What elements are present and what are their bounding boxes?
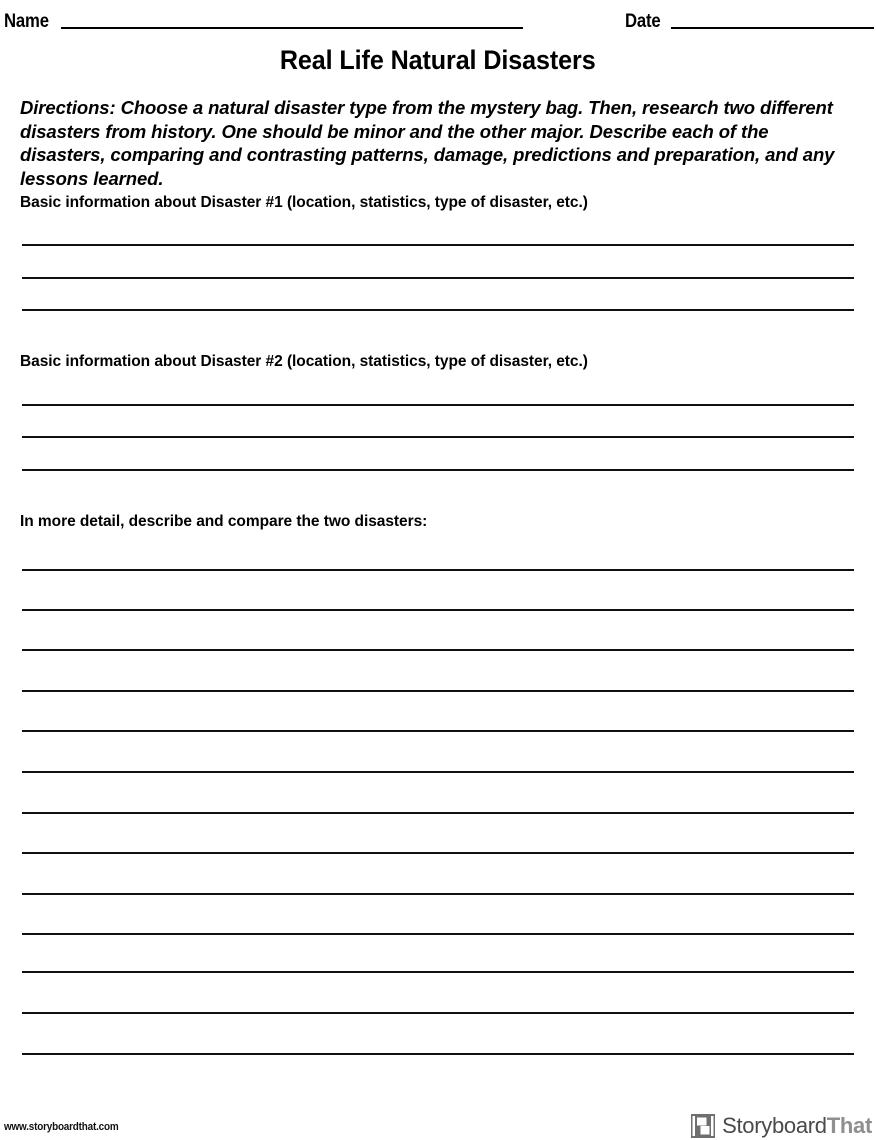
write-line[interactable]	[22, 436, 854, 438]
write-line[interactable]	[22, 933, 854, 935]
section-heading-disaster-1: Basic information about Disaster #1 (location, statistics, type of disaster, etc.)	[20, 194, 588, 211]
brand-name-secondary: That	[826, 1113, 872, 1138]
write-line[interactable]	[22, 244, 854, 246]
directions-text: Directions: Choose a natural disaster type from the mystery bag. Then, research two different disasters from history. One should be minor and the other major. Describe each of the disasters, comparing and contrasting patterns, damage, predictions and preparation, and any lessons learned.	[20, 97, 835, 189]
write-line[interactable]	[22, 277, 854, 279]
write-line[interactable]	[22, 404, 854, 406]
brand-name-primary: Storyboard	[722, 1113, 827, 1138]
write-line[interactable]	[22, 649, 854, 651]
write-line[interactable]	[22, 1012, 854, 1014]
write-line[interactable]	[22, 469, 854, 471]
write-line[interactable]	[22, 893, 854, 895]
page-title	[0, 44, 876, 76]
footer-website-url[interactable]: www.storyboardthat.com	[4, 1121, 119, 1133]
name-field-group	[4, 6, 523, 32]
brand-logo[interactable]	[691, 1114, 872, 1138]
page-footer	[0, 1104, 876, 1140]
write-line[interactable]	[22, 609, 854, 611]
write-line[interactable]	[22, 1053, 854, 1055]
write-line[interactable]	[22, 730, 854, 732]
page-title-text: Real Life Natural Disasters	[280, 45, 596, 75]
write-line[interactable]	[22, 812, 854, 814]
date-field-group	[625, 6, 874, 32]
write-line[interactable]	[22, 309, 854, 311]
date-label: Date	[625, 11, 661, 32]
name-write-line[interactable]	[61, 27, 523, 29]
name-label: Name	[4, 11, 49, 32]
header-row	[0, 6, 876, 36]
section-heading-compare: In more detail, describe and compare the two disasters:	[20, 513, 428, 530]
brand-wordmark	[722, 1114, 872, 1138]
write-line[interactable]	[22, 852, 854, 854]
date-write-line[interactable]	[671, 27, 874, 29]
storyboard-panels-icon	[691, 1114, 715, 1138]
write-line[interactable]	[22, 569, 854, 571]
write-line[interactable]	[22, 771, 854, 773]
section-heading-disaster-2: Basic information about Disaster #2 (location, statistics, type of disaster, etc.)	[20, 353, 588, 370]
write-line[interactable]	[22, 971, 854, 973]
write-line[interactable]	[22, 690, 854, 692]
